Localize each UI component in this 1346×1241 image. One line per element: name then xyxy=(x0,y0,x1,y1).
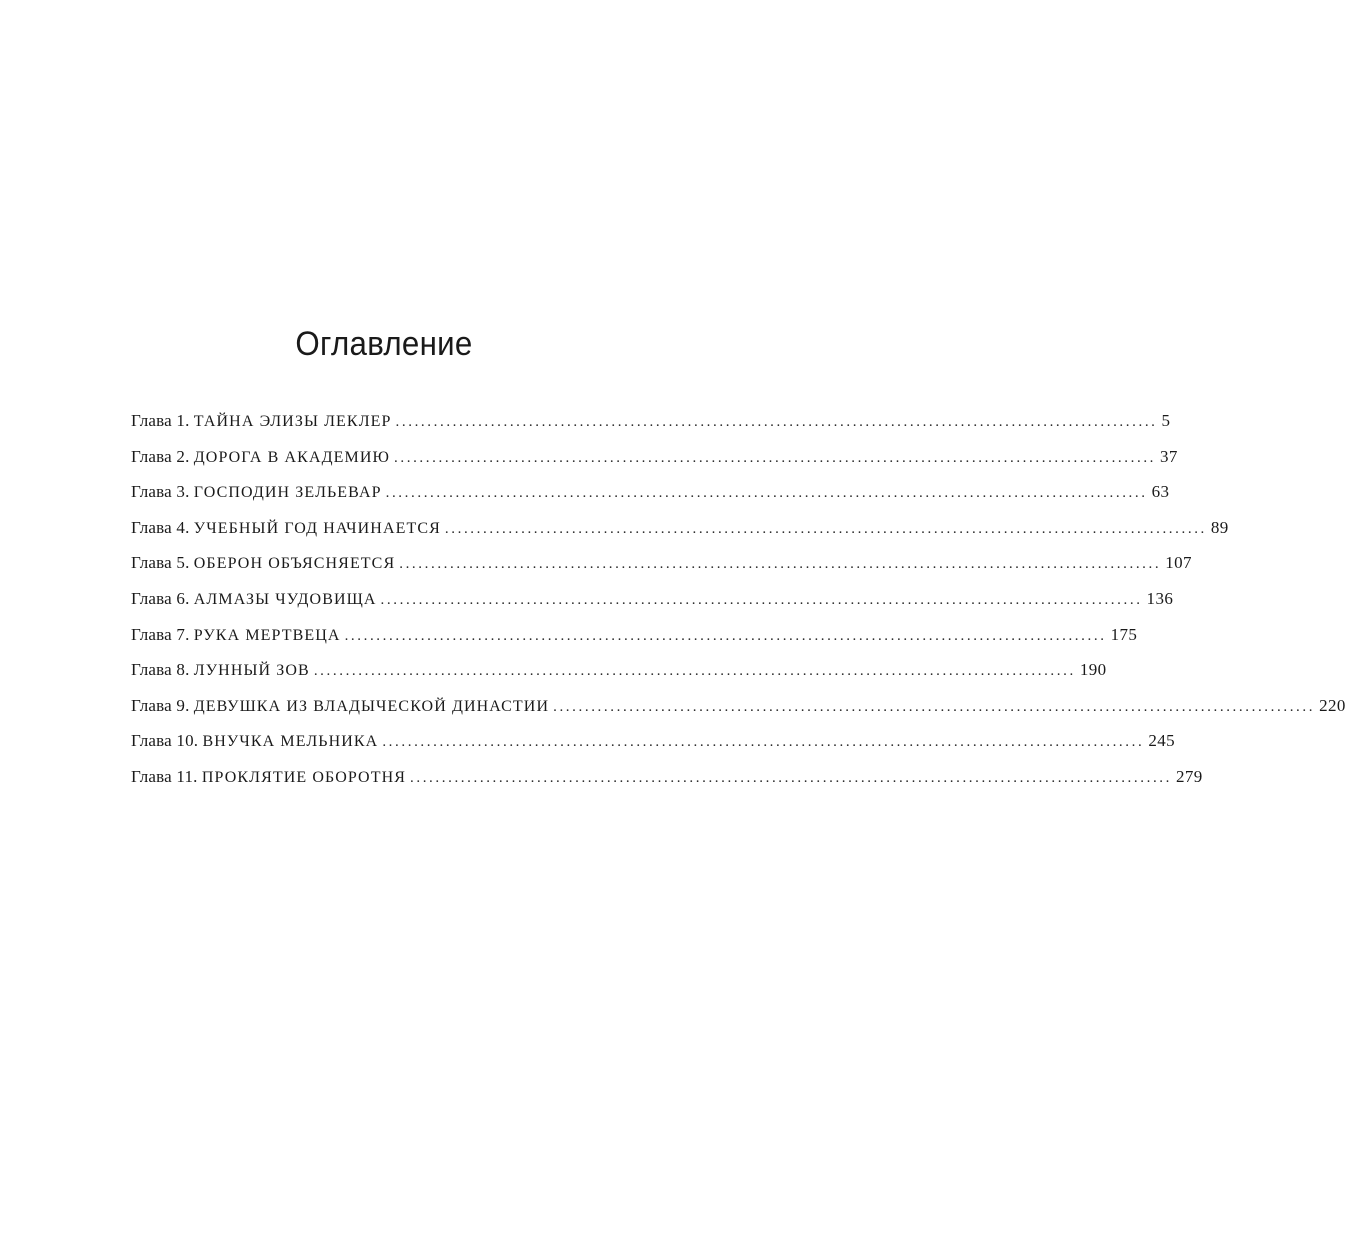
chapter-number: Глава 2. xyxy=(131,446,190,466)
toc-entry[interactable] xyxy=(131,584,1174,620)
page-number: 89 xyxy=(1210,517,1229,537)
chapter-number: Глава 7. xyxy=(131,624,190,644)
toc-entry[interactable] xyxy=(131,691,1346,727)
chapter-name: УЧЕБНЫЙ ГОД НАЧИНАЕТСЯ xyxy=(193,519,441,537)
dot-leader: ........................................................................................................................ xyxy=(553,698,1316,715)
dot-leader: ........................................................................................................................ xyxy=(399,556,1162,573)
chapter-number: Глава 6. xyxy=(131,588,190,608)
chapter-number: Глава 4. xyxy=(131,517,190,537)
chapter-number: Глава 9. xyxy=(131,695,190,715)
chapter-name: ГОСПОДИН ЗЕЛЬЕВАР xyxy=(193,484,382,502)
toc-entry[interactable] xyxy=(131,620,1138,656)
toc-entry[interactable] xyxy=(131,442,1178,478)
chapter-name: ДОРОГА В АКАДЕМИЮ xyxy=(193,448,391,466)
chapter-number: Глава 5. xyxy=(131,553,190,573)
toc-entry[interactable] xyxy=(131,513,1229,549)
toc-entry[interactable] xyxy=(131,726,1176,762)
page-number: 175 xyxy=(1110,624,1138,644)
chapter-name: ВНУЧКА МЕЛЬНИКА xyxy=(202,733,379,751)
page-number: 37 xyxy=(1160,446,1178,466)
chapter-number: Глава 10. xyxy=(131,731,199,751)
chapter-name: ПРОКЛЯТИЕ ОБОРОТНЯ xyxy=(201,768,406,786)
chapter-number: Глава 1. xyxy=(131,411,190,430)
page-number: 279 xyxy=(1176,766,1203,786)
toc-entry[interactable] xyxy=(131,548,1192,584)
chapter-number: Глава 3. xyxy=(131,482,190,502)
chapter-name: ОБЕРОН ОБЪЯСНЯЕТСЯ xyxy=(193,555,396,573)
chapter-name: ЛУННЫЙ ЗОВ xyxy=(193,662,310,680)
dot-leader: ........................................................................................................................ xyxy=(395,414,1158,430)
chapter-name: РУКА МЕРТВЕЦА xyxy=(193,626,341,644)
page-number: 190 xyxy=(1079,660,1107,680)
chapter-number: Глава 8. xyxy=(131,660,190,680)
dot-leader: ........................................................................................................................ xyxy=(344,627,1107,644)
chapter-name: АЛМАЗЫ ЧУДОВИЩА xyxy=(193,590,377,608)
toc-entry[interactable] xyxy=(131,406,1171,442)
dot-leader: ........................................................................................................................ xyxy=(382,734,1145,751)
dot-leader: ........................................................................................................................ xyxy=(444,520,1207,537)
page-number: 107 xyxy=(1165,553,1192,573)
page-title: Оглавление xyxy=(295,325,473,363)
page-number: 220 xyxy=(1319,695,1346,715)
page-number: 245 xyxy=(1148,731,1176,751)
dot-leader: ........................................................................................................................ xyxy=(410,769,1172,786)
toc-entry[interactable] xyxy=(131,762,1203,798)
dot-leader: ........................................................................................................................ xyxy=(313,663,1076,680)
toc-entry[interactable] xyxy=(131,655,1107,691)
dot-leader: ........................................................................................................................ xyxy=(394,449,1157,466)
chapter-name: ДЕВУШКА ИЗ ВЛАДЫЧЕСКОЙ ДИНАСТИИ xyxy=(193,697,550,715)
chapter-number: Глава 11. xyxy=(131,766,198,786)
dot-leader: ........................................................................................................................ xyxy=(380,591,1143,608)
page-number: 5 xyxy=(1161,411,1171,430)
page-number: 63 xyxy=(1151,482,1170,502)
toc-entry[interactable] xyxy=(131,477,1170,513)
table-of-contents xyxy=(131,406,1346,798)
dot-leader: ........................................................................................................................ xyxy=(385,485,1148,502)
page-number: 136 xyxy=(1146,588,1174,608)
chapter-name: ТАЙНА ЭЛИЗЫ ЛЕКЛЕР xyxy=(193,413,392,430)
